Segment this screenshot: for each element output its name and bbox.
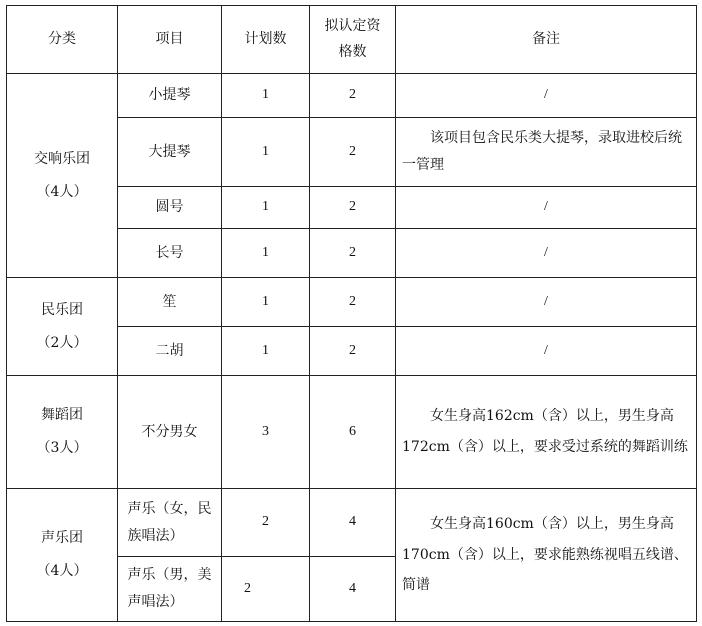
category-cell — [7, 278, 118, 376]
note-cell: / — [396, 229, 697, 278]
item-cell — [118, 489, 222, 557]
category-cell — [7, 74, 118, 278]
qualify-cell: 6 — [310, 376, 396, 489]
qualify-cell: 2 — [310, 229, 396, 278]
item-cell: 不分男女 — [118, 376, 222, 489]
header-qualify-text: 拟认定资格数 — [324, 17, 381, 60]
qualify-cell: 4 — [310, 489, 396, 557]
qualify-cell: 2 — [310, 118, 396, 187]
note-text: 女生身高162cm（含）以上，男生身高172cm（含）以上，要求受过系统的舞蹈训练 — [402, 408, 688, 455]
header-category: 分类 — [7, 6, 118, 74]
qualify-cell: 2 — [310, 278, 396, 327]
category-cell — [7, 376, 118, 489]
item-cell: 二胡 — [118, 327, 222, 376]
table-row — [7, 74, 697, 118]
note-cell — [396, 118, 697, 187]
category-size: （3人） — [36, 440, 88, 456]
note-cell — [396, 376, 697, 489]
plan-cell: 1 — [222, 74, 310, 118]
note-cell: / — [396, 278, 697, 327]
category-size: （2人） — [36, 334, 88, 351]
header-row — [7, 6, 697, 74]
qualify-cell: 2 — [310, 74, 396, 118]
plan-cell: 2 — [222, 489, 310, 557]
item-cell: 小提琴 — [118, 74, 222, 118]
plan-cell: 1 — [222, 278, 310, 327]
category-name: 声乐团 — [41, 530, 83, 547]
plan-cell: 1 — [222, 187, 310, 229]
table-row — [7, 489, 697, 557]
item-text: 声乐（女，民族唱法） — [127, 500, 212, 544]
enrollment-table — [6, 5, 697, 622]
qualify-cell: 2 — [310, 187, 396, 229]
note-text: 该项目包含民乐类大提琴，录取进校后统一管理 — [402, 130, 682, 173]
plan-cell: 3 — [222, 376, 310, 489]
category-name: 交响乐团 — [34, 150, 90, 167]
note-cell — [396, 489, 697, 622]
header-qualify — [310, 6, 396, 74]
item-cell: 长号 — [118, 229, 222, 278]
category-name: 舞蹈团 — [41, 407, 83, 424]
table-row — [7, 376, 697, 489]
plan-cell: 1 — [222, 118, 310, 187]
plan-cell: 1 — [222, 229, 310, 278]
header-plan: 计划数 — [222, 6, 310, 74]
header-item: 项目 — [118, 6, 222, 74]
item-cell: 圆号 — [118, 187, 222, 229]
item-cell: 大提琴 — [118, 118, 222, 187]
note-cell: / — [396, 187, 697, 229]
item-cell — [118, 557, 222, 622]
category-size: （4人） — [36, 563, 88, 579]
category-cell — [7, 489, 118, 622]
item-cell: 笙 — [118, 278, 222, 327]
header-note: 备注 — [396, 6, 697, 74]
note-cell: / — [396, 74, 697, 118]
table-row — [7, 278, 697, 327]
note-cell: / — [396, 327, 697, 376]
category-size: （4人） — [36, 183, 88, 200]
category-name: 民乐团 — [41, 301, 83, 318]
note-text: 女生身高160cm（含）以上，男生身高170cm（含）以上，要求能熟练视唱五线谱、简谱 — [402, 515, 688, 594]
item-text: 声乐（男，美声唱法） — [127, 567, 212, 610]
plan-cell: 1 — [222, 327, 310, 376]
qualify-cell: 2 — [310, 327, 396, 376]
qualify-cell: 4 — [310, 557, 396, 622]
plan-cell: 2 — [222, 557, 310, 622]
